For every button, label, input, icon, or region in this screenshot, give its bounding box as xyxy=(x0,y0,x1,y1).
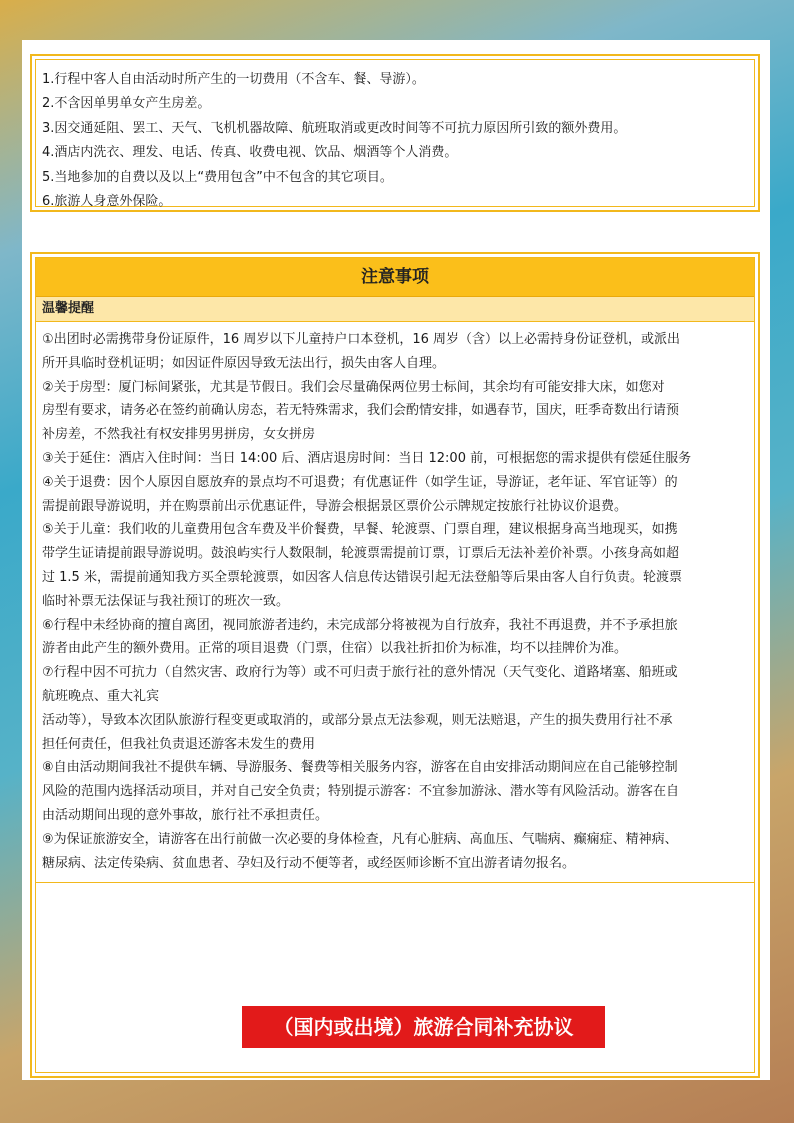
notice-line: 糖尿病、法定传染病、贫血患者、孕妇及行动不便等者，或经医师诊断不宜出游者请勿报名。 xyxy=(42,855,576,871)
notice-inner xyxy=(35,257,755,1073)
notice-line: 游者由此产生的额外费用。正常的项目退费（门票，住宿）以我社折扣价为标准，均不以挂牌价为准。 xyxy=(42,641,628,657)
notice-box xyxy=(30,252,760,1078)
list-item: 6.旅游人身意外保险。 xyxy=(42,194,172,210)
list-item: 3.因交通延阻、罢工、天气、飞机机器故障、航班取消或更改时间等不可抗力原因所引致的额外费用。 xyxy=(42,120,627,136)
notice-line: ⑨为保证旅游安全，请游客在出行前做一次必要的身体检查，凡有心脏病、高血压、气喘病、癫痫症、精神病、 xyxy=(42,831,678,847)
notice-line: 由活动期间出现的意外事故，旅行社不承担责任。 xyxy=(42,807,329,823)
contract-banner: （国内或出境）旅游合同补充协议 xyxy=(242,1006,605,1048)
list-item: 5.当地参加的自费以及以上“费用包含”中不包含的其它项目。 xyxy=(42,169,393,185)
document-sheet xyxy=(22,40,770,1080)
list-item: 1.行程中客人自由活动时所产生的一切费用（不含车、餐、导游）。 xyxy=(42,72,425,87)
notice-line: 过 1.5 米，需提前通知我方买全票轮渡票，如因客人信息传达错误引起无法登船等后果由客人自行负责。轮渡票 xyxy=(42,569,682,585)
section-divider xyxy=(36,882,754,883)
notice-line: ⑥行程中未经协商的擅自离团，视同旅游者违约，未完成部分将被视为自行放弃，我社不再退费，并不予承担旅 xyxy=(42,617,678,633)
notice-line: ⑧自由活动期间我社不提供车辆、导游服务、餐费等相关服务内容，游客在自由安排活动期间应在自己能够控制 xyxy=(42,760,678,776)
notice-line: ⑦行程中因不可抗力（自然灾害、政府行为等）或不可归责于旅行社的意外情况（天气变化、道路堵塞、船班或 xyxy=(42,665,678,681)
notice-line: ①出团时必需携带身份证原件，16 周岁以下儿童持户口本登机，16 周岁（含）以上必需持身份证登机，或派出 xyxy=(42,332,681,347)
list-item: 2.不含因单男单女产生房差。 xyxy=(42,96,211,112)
notice-line: 担任何责任，但我社负责退还游客未发生的费用 xyxy=(42,736,316,752)
list-item: 4.酒店内洗衣、理发、电话、传真、收费电视、饮品、烟酒等个人消费。 xyxy=(42,145,458,161)
notice-line: 带学生证请提前跟导游说明。鼓浪屿实行人数限制，轮渡票需提前订票，订票后无法补差价补票。小孩身高如超 xyxy=(42,546,680,562)
notice-line: ③关于延住：酒店入住时间：当日 14:00 后、酒店退房时间：当日 12:00 前，可根据您的需求提供有偿延住服务 xyxy=(42,450,692,466)
notice-subtitle: 温馨提醒 xyxy=(36,297,754,322)
notice-line: 房型有要求，请务必在签约前确认房态，若无特殊需求，我们会酌情安排，如遇春节，国庆，旺季奇数出行请预 xyxy=(42,403,680,419)
fees-excluded-box xyxy=(30,54,760,212)
notice-line: 活动等），导致本次团队旅游行程变更或取消的，或部分景点无法参观，则无法赔退，产生的损失费用行社不承 xyxy=(42,712,673,728)
notice-line: 航班晚点、重大礼宾 xyxy=(42,688,160,704)
notice-content xyxy=(36,322,754,883)
notice-line: 临时补票无法保证与我社预订的班次一致。 xyxy=(42,593,290,609)
notice-line: 补房差，不然我社有权安排男男拼房，女女拼房 xyxy=(42,427,316,443)
notice-line: 风险的范围内选择活动项目，并对自己安全负责；特别提示游客：不宜参加游泳、潜水等有风险活动。游客在自 xyxy=(42,784,680,800)
notice-title: 注意事项 xyxy=(36,258,754,297)
notice-line: 需提前跟导游说明，并在购票前出示优惠证件，导游会根据景区票价公示牌规定按旅行社协议价退费。 xyxy=(42,498,628,514)
notice-line: ⑤关于儿童：我们收的儿童费用包含车费及半价餐费，早餐、轮渡票、门票自理，建议根据身高当地现买，如携 xyxy=(42,522,678,538)
notice-line: ②关于房型：厦门标间紧张，尤其是节假日。我们会尽量确保两位男士标间，其余均有可能安排大床，如您对 xyxy=(42,379,665,395)
notice-line: ④关于退费：因个人原因自愿放弃的景点均不可退费；有优惠证件（如学生证，导游证，老年证、军官证等）的 xyxy=(42,474,678,490)
notice-line: 所开具临时登机证明；如因证件原因导致无法出行，损失由客人自理。 xyxy=(42,355,446,371)
fees-excluded-list xyxy=(35,59,755,210)
